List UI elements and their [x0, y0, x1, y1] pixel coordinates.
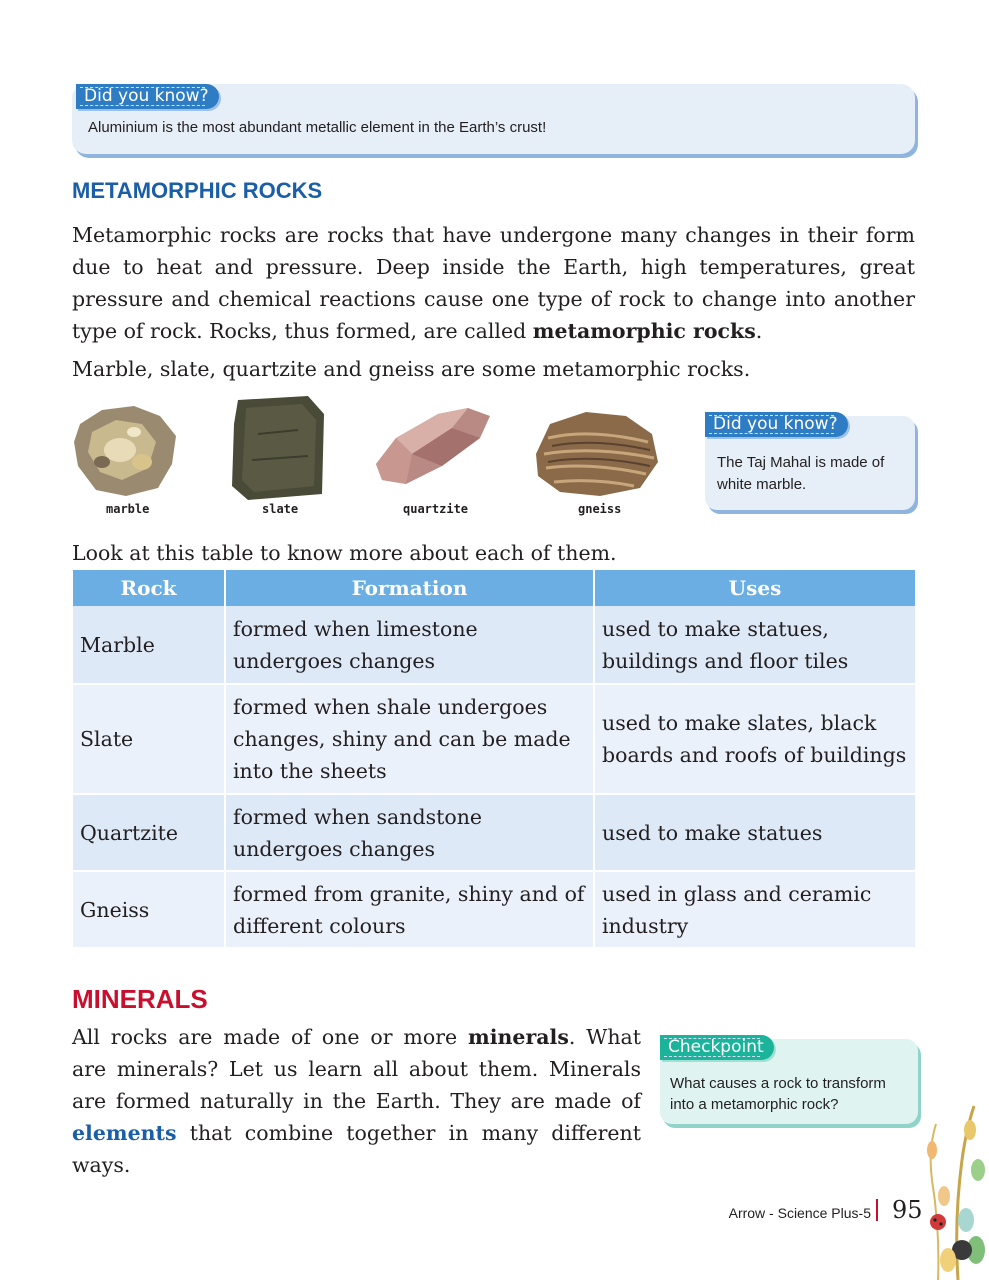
period: . [755, 319, 763, 343]
did-you-know-box-top [72, 84, 915, 154]
slate-rock-image [228, 394, 326, 502]
elements-term: elements [72, 1121, 177, 1145]
minerals-text: All rocks are made of one or more [72, 1025, 469, 1049]
metamorphic-examples: Marble, slate, quartzite and gneiss are some metamorphic rocks. [72, 357, 751, 381]
page-number: 95 [892, 1196, 923, 1224]
metamorphic-rocks-heading: METAMORPHIC ROCKS [72, 178, 323, 203]
minerals-text: . What are minerals? Let us learn all about them. Minerals are formed naturally in the Earth. They are made of [72, 1025, 641, 1113]
book-title: Arrow - Science Plus-5 [728, 1205, 871, 1221]
table-row [73, 871, 915, 948]
minerals-heading: MINERALS [72, 984, 208, 1014]
rock-name-cell: Gneiss [73, 871, 225, 948]
minerals-paragraph [72, 1021, 641, 1181]
metamorphic-text: Metamorphic rocks are rocks that have undergone many changes in their form due to heat and pressure. Deep inside the Earth, high temperatures, great pressure and chemical reactions cause one type of rock to change into another type of rock. Rocks, thus formed, are called [72, 223, 915, 343]
rock-caption: marble [106, 502, 150, 516]
table-row [73, 606, 915, 684]
rock-caption: quartzite [403, 502, 469, 516]
rock-name-cell: Marble [73, 606, 225, 684]
column-header: Rock [73, 570, 225, 606]
uses-cell: used to make statues [594, 794, 915, 871]
did-you-know-text: Aluminium is the most abundant metallic element in the Earth’s crust! [88, 119, 547, 136]
rock-caption: slate [262, 502, 299, 516]
checkpoint-tag: Checkpoint [660, 1035, 774, 1060]
gneiss-rock-image [530, 408, 660, 498]
checkpoint-box [660, 1039, 918, 1124]
rocks-table [73, 570, 915, 949]
table-header-row [73, 570, 915, 606]
quartzite-rock-image [372, 404, 494, 486]
rock-name-cell: Quartzite [73, 794, 225, 871]
metamorphic-rocks-term: metamorphic rocks [532, 319, 756, 343]
formation-cell: formed when shale undergoes changes, shiny and can be made into the sheets [225, 684, 594, 794]
metamorphic-paragraph [72, 219, 915, 347]
table-row [73, 684, 915, 794]
plant-decoration-icon [918, 1100, 989, 1280]
formation-cell: formed when limestone undergoes changes [225, 606, 594, 684]
did-you-know-box-side [705, 416, 915, 510]
footer-divider [876, 1199, 878, 1221]
uses-cell: used to make slates, black boards and roofs of buildings [594, 684, 915, 794]
minerals-text: that combine together in many different ways. [72, 1121, 641, 1177]
did-you-know-tag: Did you know? [705, 412, 848, 437]
minerals-term: minerals [468, 1025, 569, 1049]
did-you-know-text: The Taj Mahal is made of white marble. [717, 454, 885, 493]
checkpoint-question: What causes a rock to transform into a metamorphic rock? [670, 1075, 886, 1113]
formation-cell: formed when sandstone undergoes changes [225, 794, 594, 871]
rock-name-cell: Slate [73, 684, 225, 794]
rock-caption: gneiss [578, 502, 622, 516]
marble-rock-image [72, 402, 182, 500]
table-row [73, 794, 915, 871]
column-header: Formation [225, 570, 594, 606]
formation-cell: formed from granite, shiny and of different colours [225, 871, 594, 948]
column-header: Uses [594, 570, 915, 606]
table-intro: Look at this table to know more about each of them. [72, 541, 617, 565]
uses-cell: used to make statues, buildings and floor tiles [594, 606, 915, 684]
uses-cell: used in glass and ceramic industry [594, 871, 915, 948]
did-you-know-tag: Did you know? [76, 84, 219, 109]
